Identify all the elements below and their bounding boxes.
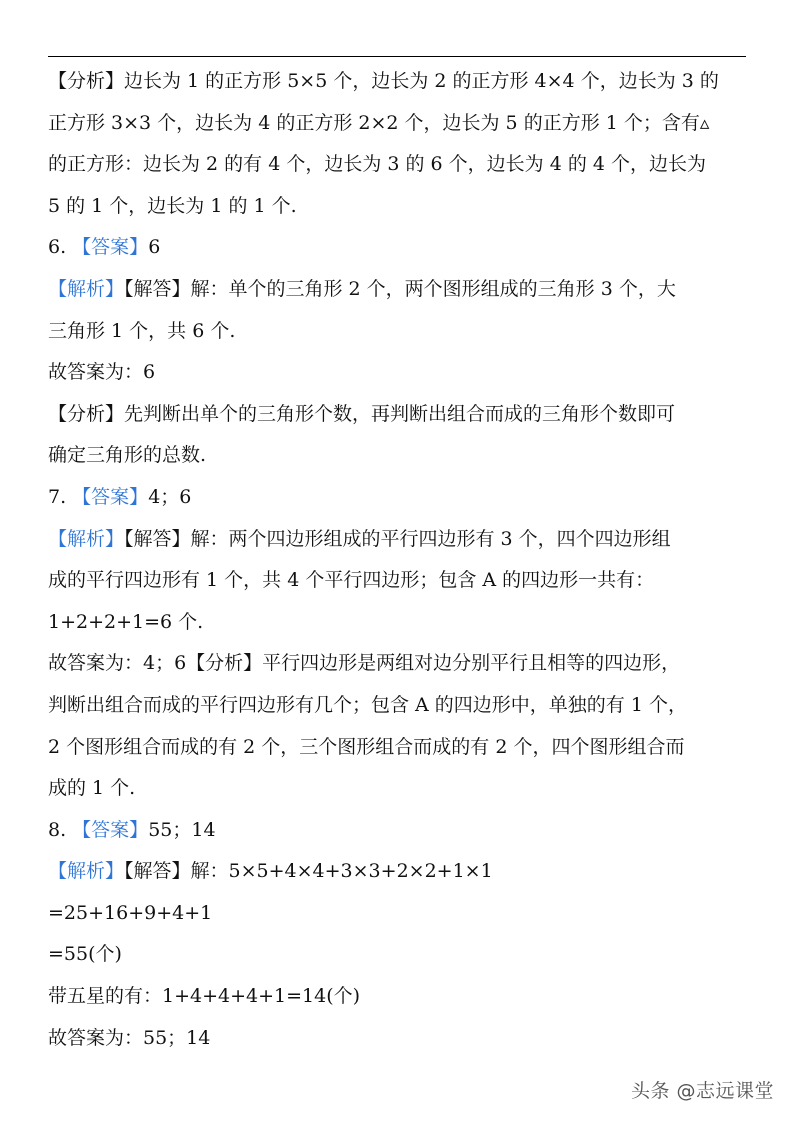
text-segment: 三角形 1 个，共 6 个.: [48, 319, 236, 342]
text-line-9: [48, 394, 748, 436]
text-line-3: [48, 144, 748, 186]
text-segment: 带五星的有：1+4+4+4+1=14(个): [48, 985, 361, 1008]
text-segment: 【分析】先判断出单个的三角形个数，再判断出组合而成的三角形个数即可: [48, 402, 676, 425]
text-segment: 【解答】解：5×5+4×4+3×3+2×2+1×1: [124, 860, 493, 883]
header-rule: [48, 56, 746, 57]
section-tag: 【解析】: [48, 277, 125, 300]
text-line-1: [48, 61, 748, 103]
text-line-13: [48, 560, 748, 602]
text-segment: =55(个): [48, 943, 122, 966]
text-line-20: [48, 851, 748, 893]
text-line-11: [48, 477, 748, 519]
section-tag: 【答案】: [72, 485, 149, 508]
text-segment: 【解答】解：单个的三角形 2 个，两个图形组成的三角形 3 个，大: [124, 277, 676, 300]
text-segment: 5 的 1 个，边长为 1 的 1 个.: [48, 194, 297, 217]
text-segment: 6: [148, 236, 161, 259]
text-segment: 成的 1 个.: [48, 777, 136, 800]
text-segment: 【解答】解：两个四边形组成的平行四边形有 3 个，四个四边形组: [124, 527, 671, 550]
text-line-21: [48, 893, 748, 935]
text-line-5: [48, 227, 748, 269]
text-line-12: [48, 519, 748, 561]
text-line-16: [48, 685, 748, 727]
text-line-15: [48, 643, 748, 685]
text-line-14: [48, 602, 748, 644]
text-segment: 的正方形：边长为 2 的有 4 个，边长为 3 的 6 个，边长为 4 的 4 个，边长为: [48, 153, 707, 176]
text-segment: 7.: [48, 485, 73, 508]
text-line-24: [48, 1018, 748, 1060]
section-tag: 【解析】: [48, 527, 125, 550]
text-line-7: [48, 311, 748, 353]
text-segment: 判断出组合而成的平行四边形有几个；包含 A 的四边形中，单独的有 1 个，: [48, 693, 687, 716]
text-segment: 55；14: [148, 818, 216, 841]
text-segment: 8.: [48, 818, 73, 841]
text-segment: 确定三角形的总数.: [48, 444, 207, 467]
text-line-18: [48, 768, 748, 810]
text-line-19: [48, 810, 748, 852]
text-segment: 2 个图形组合而成的有 2 个，三个图形组合而成的有 2 个，四个图形组合而: [48, 735, 685, 758]
text-segment: 【分析】边长为 1 的正方形 5×5 个，边长为 2 的正方形 4×4 个，边长为 3 的: [48, 70, 719, 92]
text-segment: 故答案为：4；6【分析】平行四边形是两组对边分别平行且相等的四边形，: [48, 652, 681, 675]
section-tag: 【答案】: [72, 236, 149, 259]
text-line-6: [48, 269, 748, 311]
text-line-8: [48, 352, 748, 394]
text-segment: 成的平行四边形有 1 个，共 4 个平行四边形；包含 A 的四边形一共有：: [48, 569, 655, 592]
document-body: [48, 61, 748, 1059]
text-line-23: [48, 976, 748, 1018]
text-segment: 正方形 3×3 个，边长为 4 的正方形 2×2 个，边长为 5 的正方形 1 个；含有▵: [48, 111, 710, 134]
section-tag: 【答案】: [72, 818, 149, 841]
watermark-text: 头条 @志远课堂: [630, 1080, 774, 1102]
text-line-2: [48, 103, 748, 145]
text-segment: 6.: [48, 236, 73, 259]
text-segment: 故答案为：6: [48, 361, 156, 384]
text-segment: 1+2+2+1=6 个.: [48, 610, 204, 633]
text-segment: 4；6: [148, 485, 192, 508]
section-tag: 【解析】: [48, 860, 125, 883]
text-segment: 故答案为：55；14: [48, 1026, 211, 1049]
text-line-4: [48, 186, 748, 228]
text-line-17: [48, 727, 748, 769]
text-segment: =25+16+9+4+1: [48, 901, 213, 924]
text-line-10: [48, 435, 748, 477]
text-line-22: [48, 934, 748, 976]
